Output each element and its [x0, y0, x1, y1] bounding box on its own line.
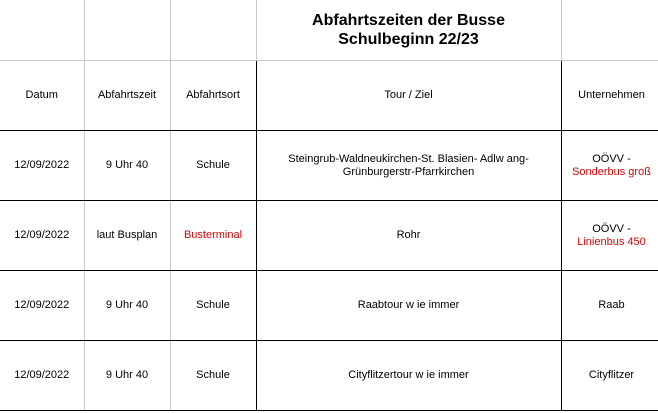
cell-datum: 12/09/2022	[0, 341, 84, 411]
unternehmen-line-1: OÖVV -	[592, 152, 631, 165]
table-row	[0, 271, 658, 341]
cell-tour	[256, 271, 561, 341]
unternehmen-line-1: Raab	[598, 299, 625, 311]
tour-line-1: Steingrub-Waldneukirchen-St. Blasien- Adlw ang-	[288, 152, 529, 165]
tour-line-1: Rohr	[396, 229, 421, 241]
cell-datum: 12/09/2022	[0, 201, 84, 271]
cell-abfahrtsort: Busterminal	[170, 201, 256, 271]
unternehmen-line-2: Linienbus 450	[577, 235, 646, 248]
cell-abfahrtszeit: 9 Uhr 40	[84, 341, 170, 411]
cell-tour	[256, 201, 561, 271]
header-datum: Datum	[0, 61, 84, 131]
title-line-2: Schulbeginn 22/23	[338, 31, 479, 48]
header-tour: Tour / Ziel	[256, 61, 561, 131]
title-line-1: Abfahrtszeiten der Busse	[312, 12, 505, 29]
cell-abfahrtszeit: laut Busplan	[84, 201, 170, 271]
cell-abfahrtszeit: 9 Uhr 40	[84, 131, 170, 201]
title-spacer-abfahrtszeit	[84, 0, 170, 61]
cell-abfahrtsort: Schule	[170, 271, 256, 341]
cell-unternehmen	[561, 201, 658, 271]
cell-unternehmen	[561, 131, 658, 201]
page-title	[256, 0, 561, 61]
header-unternehmen: Unternehmen	[561, 61, 658, 131]
cell-unternehmen	[561, 271, 658, 341]
tour-line-2: Grünburgerstr-Pfarrkirchen	[342, 165, 475, 178]
table-row	[0, 201, 658, 271]
title-spacer-unternehmen	[561, 0, 658, 61]
unternehmen-line-1: OÖVV -	[592, 222, 631, 235]
unternehmen-line-2: Sonderbus groß	[572, 165, 651, 178]
title-spacer-datum	[0, 0, 84, 61]
tour-line-1: Cityflitzertour w ie immer	[348, 369, 469, 381]
header-abfahrtsort: Abfahrtsort	[170, 61, 256, 131]
cell-abfahrtszeit: 9 Uhr 40	[84, 271, 170, 341]
cell-unternehmen	[561, 341, 658, 411]
header-row	[0, 61, 658, 131]
header-abfahrtszeit: Abfahrtszeit	[84, 61, 170, 131]
unternehmen-line-1: Cityflitzer	[588, 369, 635, 381]
cell-abfahrtsort: Schule	[170, 341, 256, 411]
cell-datum: 12/09/2022	[0, 131, 84, 201]
table-row	[0, 341, 658, 411]
table-row	[0, 131, 658, 201]
cell-abfahrtsort: Schule	[170, 131, 256, 201]
cell-datum: 12/09/2022	[0, 271, 84, 341]
title-row	[0, 0, 658, 61]
tour-line-1: Raabtour w ie immer	[357, 299, 460, 311]
cell-tour	[256, 341, 561, 411]
title-spacer-abfahrtsort	[170, 0, 256, 61]
cell-tour	[256, 131, 561, 201]
